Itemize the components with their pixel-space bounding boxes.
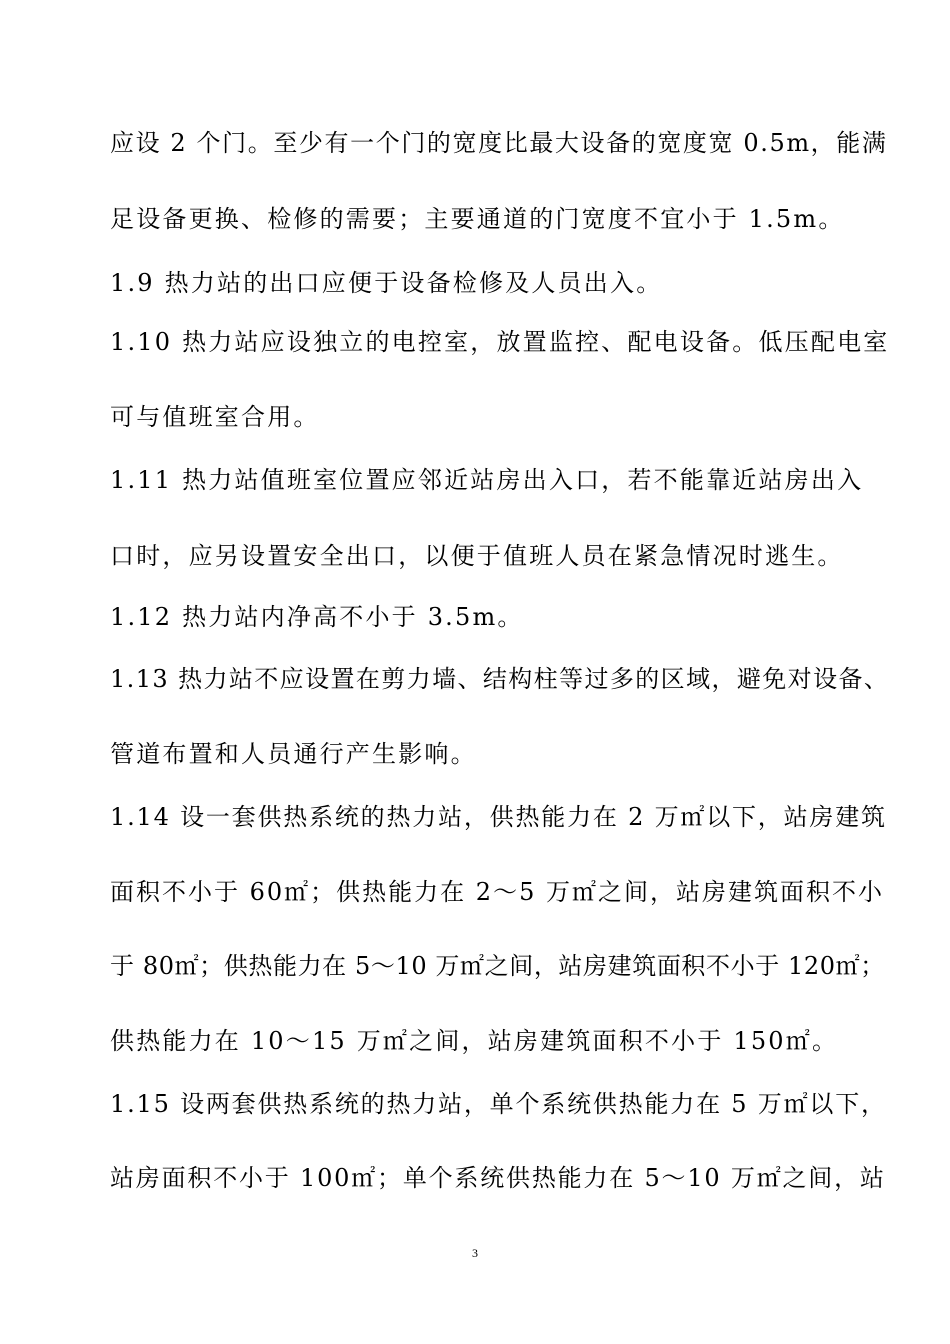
text-line: 1.11 热力站值班室位置应邻近站房出入口，若不能靠近站房出入 (110, 466, 864, 494)
text-line: 供热能力在 10～15 万㎡之间，站房建筑面积不小于 150㎡。 (110, 1027, 839, 1055)
text-line: 应设 2 个门。至少有一个门的宽度比最大设备的宽度宽 0.5m，能满 (110, 129, 888, 157)
page-number: 3 (472, 1246, 478, 1260)
text-line: 面积不小于 60㎡；供热能力在 2～5 万㎡之间，站房建筑面积不小 (110, 878, 884, 906)
text-line: 1.9 热力站的出口应便于设备检修及人员出入。 (110, 269, 663, 297)
text-line: 口时，应另设置安全出口，以便于值班人员在紧急情况时逃生。 (110, 542, 844, 570)
text-line: 站房面积不小于 100㎡；单个系统供热能力在 5～10 万㎡之间，站 (110, 1164, 886, 1192)
text-line: 管道布置和人员通行产生影响。 (110, 740, 477, 768)
text-line: 足设备更换、检修的需要；主要通道的门宽度不宜小于 1.5m。 (110, 205, 845, 233)
text-line: 于 80㎡；供热能力在 5～10 万㎡之间，站房建筑面积不小于 120㎡； (110, 952, 885, 980)
text-line: 1.14 设一套供热系统的热力站，供热能力在 2 万㎡以下，站房建筑 (110, 803, 887, 831)
text-line: 可与值班室合用。 (110, 403, 320, 431)
text-line: 1.10 热力站应设独立的电控室，放置监控、配电设备。低压配电室 (110, 328, 890, 356)
text-line: 1.15 设两套供热系统的热力站，单个系统供热能力在 5 万㎡以下， (110, 1090, 887, 1118)
text-line: 1.13 热力站不应设置在剪力墙、结构柱等过多的区域，避免对设备、 (110, 665, 890, 693)
text-line: 1.12 热力站内净高不小于 3.5m。 (110, 603, 524, 631)
